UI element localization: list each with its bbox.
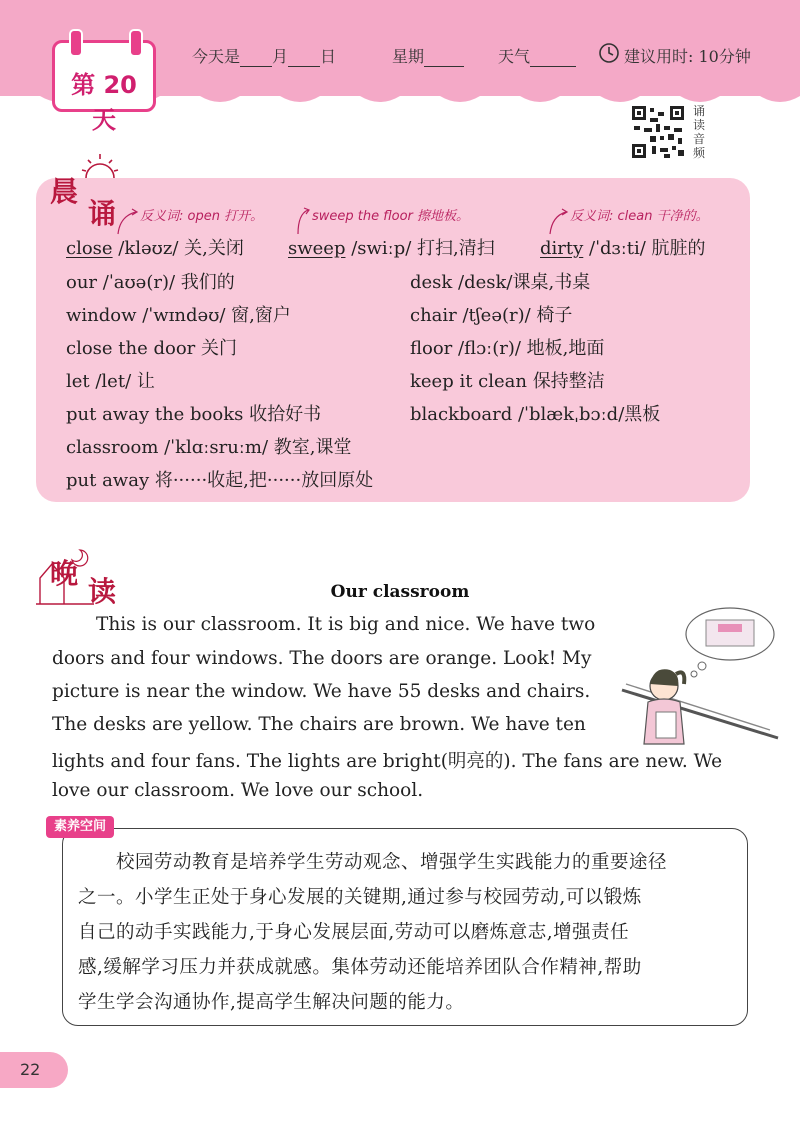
vocab-item: close the door 关门 [66, 338, 238, 359]
calendar-ring-icon [129, 29, 143, 57]
vocab-item: put away the books 收拾好书 [66, 404, 322, 425]
date-line: 今天是 月 日 [192, 47, 337, 66]
vocab-item: window /ˈwɪndəʊ/ 窗,窗户 [66, 305, 291, 326]
reading-title: Our classroom [330, 582, 470, 602]
literacy-line: 学生学会沟通协作,提高学生解决问题的能力。 [78, 992, 465, 1013]
suggested-time: 建议用时: 10分钟 [624, 47, 751, 66]
vocab-item: desk /desk/课桌,书桌 [410, 272, 591, 293]
literacy-line: 校园劳动教育是培养学生劳动观念、增强学生实践能力的重要途径 [116, 852, 668, 873]
weekday-line: 星期 [392, 44, 464, 67]
reading-line: doors and four windows. The doors are orange. Look! My [52, 648, 592, 669]
literacy-line: 之一。小学生正处于身心发展的关键期,通过参与校园劳动,可以锻炼 [78, 887, 642, 908]
reading-line: picture is near the window. We have 55 desks and chairs. [52, 681, 591, 702]
qr-label: 诵 读 音 频 [692, 104, 705, 160]
vocab-close: close /kləʊz/ 关,关闭 [66, 238, 244, 259]
vocab-item: floor /flɔː(r)/ 地板,地面 [410, 338, 605, 359]
page-number: 22 [20, 1060, 41, 1079]
note-dirty: 反义词: clean 干净的。 [570, 209, 709, 224]
note-sweep: sweep the floor 擦地板。 [312, 209, 470, 224]
reading-line: This is our classroom. It is big and nice. We have two [96, 614, 596, 635]
reading-line: love our classroom. We love our school. [52, 780, 424, 801]
vocab-sweep: sweep /swiːp/ 打扫,清扫 [288, 238, 495, 259]
vocab-dirty: dirty /ˈdɜːti/ 肮脏的 [540, 238, 706, 259]
vocab-item: our /ˈaʊə(r)/ 我们的 [66, 272, 235, 293]
calendar-ring-icon [69, 29, 83, 57]
vocab-item: put away 将······收起,把······放回原处 [66, 470, 374, 491]
literacy-line: 自己的动手实践能力,于身心发展层面,劳动可以磨炼意志,增强责任 [78, 922, 630, 943]
qr-code-icon[interactable] [630, 104, 686, 160]
day-label: 第 20 天 [71, 71, 137, 134]
vocab-item: chair /tʃeə(r)/ 椅子 [410, 305, 573, 326]
vocab-item: let /let/ 让 [66, 371, 155, 392]
day-badge [52, 40, 156, 134]
girl-cleaning-illustration [620, 604, 780, 752]
vocab-item: blackboard /ˈblækˌbɔːd/黑板 [410, 404, 661, 425]
weather-line: 天气 [498, 44, 576, 67]
reading-line: The desks are yellow. The chairs are brown. We have ten [52, 714, 586, 735]
clock-icon [598, 42, 620, 64]
sun-icon [80, 150, 120, 180]
literacy-line: 感,缓解学习压力并获成就感。集体劳动还能培养团队合作精神,帮助 [78, 957, 642, 978]
vocab-item: keep it clean 保持整洁 [410, 371, 605, 392]
reading-line: lights and four fans. The lights are bright(明亮的). The fans are new. We [52, 751, 723, 772]
note-close: 反义词: open 打开。 [140, 209, 264, 224]
literacy-tag: 素养空间 [46, 816, 114, 838]
vocab-item: classroom /ˈklɑːsruːm/ 教室,课堂 [66, 437, 352, 458]
